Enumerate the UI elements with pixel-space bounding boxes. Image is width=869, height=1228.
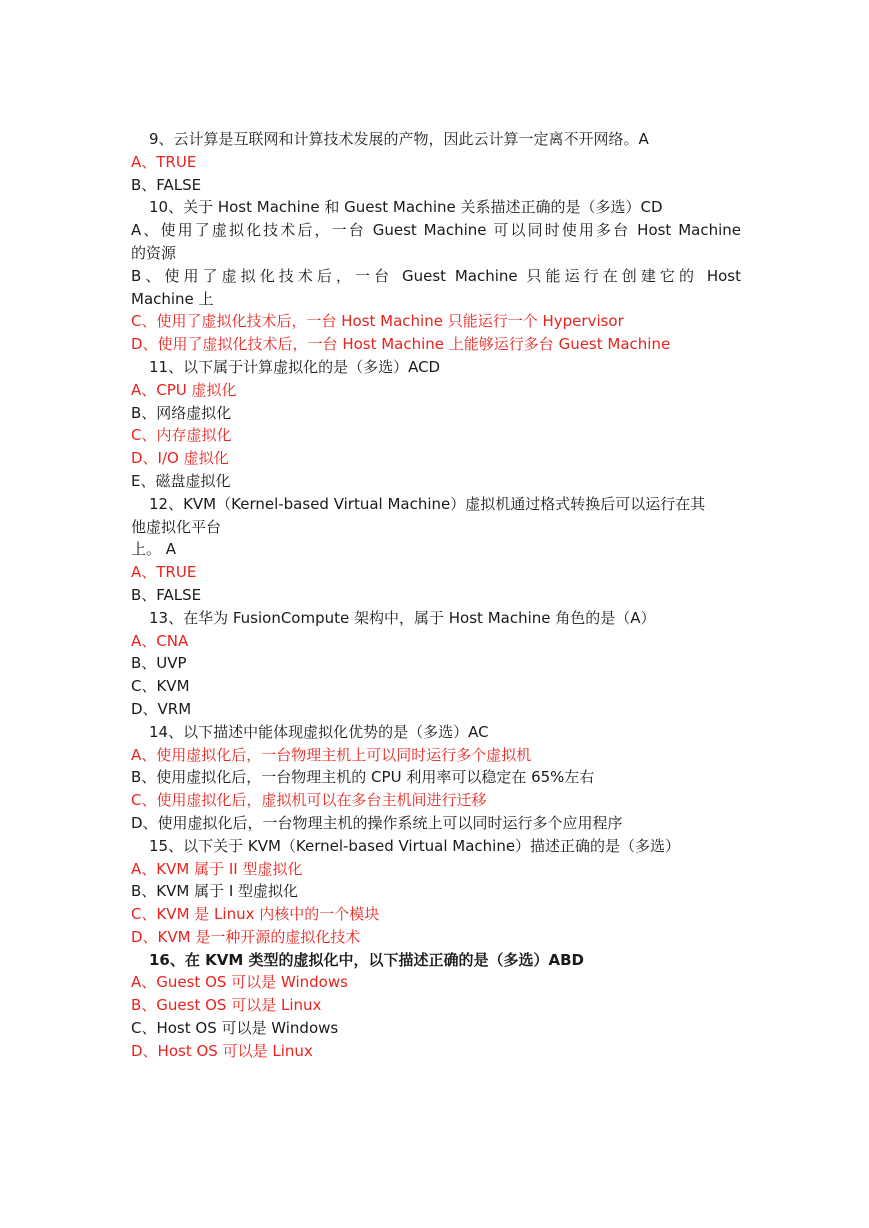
q13-option-a: A、CNA bbox=[131, 631, 189, 650]
question-12-stem-cont-2: 上。 A bbox=[131, 540, 177, 559]
question-16-stem: 16、在 KVM 类型的虚拟化中，以下描述正确的是（多选）ABD bbox=[149, 950, 584, 969]
q11-option-b: B、网络虚拟化 bbox=[131, 403, 232, 422]
q11-option-e: E、磁盘虚拟化 bbox=[131, 471, 231, 490]
q16-option-b: B、Guest OS 可以是 Linux bbox=[131, 996, 322, 1015]
q10-option-a: A、使用了虚拟化技术后，一台 Guest Machine 可以同时使用多台 Host Machine bbox=[131, 221, 741, 240]
q16-option-c: C、Host OS 可以是 Windows bbox=[131, 1019, 339, 1038]
question-list bbox=[131, 128, 741, 1063]
q10-option-b: B、使用了虚拟化技术后，一台 Guest Machine 只能运行在创建它的 Host bbox=[131, 266, 741, 285]
question-15-stem: 15、以下关于 KVM（Kernel-based Virtual Machine）描述正确的是（多选） bbox=[149, 836, 681, 855]
q10-option-d: D、使用了虚拟化技术后，一台 Host Machine 上能够运行多台 Guest Machine bbox=[131, 335, 671, 354]
q15-option-a: A、KVM 属于 II 型虚拟化 bbox=[131, 859, 303, 878]
q13-option-d: D、VRM bbox=[131, 699, 192, 718]
q10-option-c: C、使用了虚拟化技术后，一台 Host Machine 只能运行一个 Hypervisor bbox=[131, 312, 624, 331]
question-12-stem: 12、KVM（Kernel-based Virtual Machine）虚拟机通过格式转换后可以运行在其 bbox=[149, 494, 706, 513]
question-12-stem-cont-1: 他虚拟化平台 bbox=[131, 517, 222, 536]
q13-option-c: C、KVM bbox=[131, 677, 190, 696]
q10-option-a-cont: 的资源 bbox=[131, 243, 177, 262]
q11-option-d: D、I/O 虚拟化 bbox=[131, 449, 229, 468]
question-13-stem: 13、在华为 FusionCompute 架构中，属于 Host Machine 角色的是（A） bbox=[149, 608, 656, 627]
q14-option-d: D、使用虚拟化后，一台物理主机的操作系统上可以同时运行多个应用程序 bbox=[131, 813, 623, 832]
q16-option-a: A、Guest OS 可以是 Windows bbox=[131, 973, 348, 992]
q9-option-a: A、TRUE bbox=[131, 152, 197, 171]
q14-option-c: C、使用虚拟化后，虚拟机可以在多台主机间进行迁移 bbox=[131, 791, 487, 810]
q9-option-b: B、FALSE bbox=[131, 175, 202, 194]
q14-option-a: A、使用虚拟化后，一台物理主机上可以同时运行多个虚拟机 bbox=[131, 745, 532, 764]
q11-option-c: C、内存虚拟化 bbox=[131, 426, 232, 445]
q16-option-d: D、Host OS 可以是 Linux bbox=[131, 1041, 313, 1060]
q14-option-b: B、使用虚拟化后，一台物理主机的 CPU 利用率可以稳定在 65%左右 bbox=[131, 768, 595, 787]
q15-option-b: B、KVM 属于 I 型虚拟化 bbox=[131, 882, 299, 901]
q15-option-c: C、KVM 是 Linux 内核中的一个模块 bbox=[131, 905, 380, 924]
q12-option-b: B、FALSE bbox=[131, 585, 202, 604]
q11-option-a: A、CPU 虚拟化 bbox=[131, 380, 237, 399]
question-9-stem: 9、云计算是互联网和计算技术发展的产物，因此云计算一定离不开网络。A bbox=[149, 130, 649, 148]
q13-option-b: B、UVP bbox=[131, 654, 187, 673]
question-11-stem: 11、以下属于计算虚拟化的是（多选）ACD bbox=[149, 357, 441, 376]
question-10-stem: 10、关于 Host Machine 和 Guest Machine 关系描述正确的是（多选）CD bbox=[149, 198, 663, 217]
question-14-stem: 14、以下描述中能体现虚拟化优势的是（多选）AC bbox=[149, 722, 489, 741]
q12-option-a: A、TRUE bbox=[131, 563, 197, 582]
q15-option-d: D、KVM 是一种开源的虚拟化技术 bbox=[131, 927, 361, 946]
q10-option-b-cont: Machine 上 bbox=[131, 289, 214, 308]
